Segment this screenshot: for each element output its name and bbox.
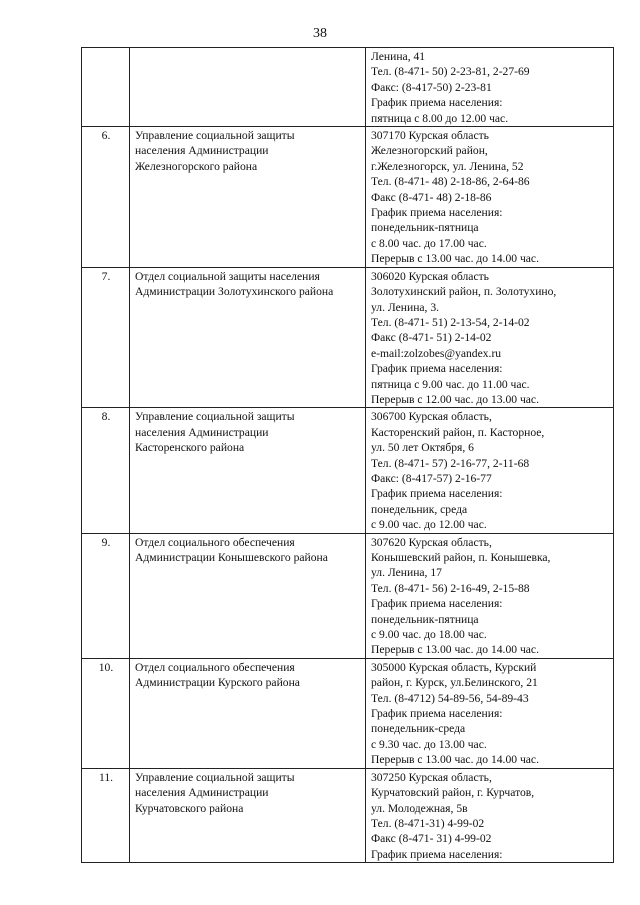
contact-info-line: Тел. (8-4712) 54-89-56, 54-89-43 (371, 691, 529, 705)
contact-info-line: понедельник-среда (371, 722, 466, 736)
contact-info-line: 305000 Курская область, Курский (371, 660, 537, 674)
contact-info-line: Касторенский район, п. Касторное, (371, 425, 545, 439)
table-row (82, 533, 614, 658)
table-row (82, 658, 614, 768)
row-number: 9. (82, 533, 130, 658)
table-row (82, 267, 614, 408)
row-number: 7. (82, 267, 130, 408)
contact-info-line: Тел. (8-471- 56) 2-16-49, 2-15-88 (371, 581, 530, 595)
contact-info-line: Тел. (8-471- 57) 2-16-77, 2-11-68 (371, 456, 530, 470)
contact-info-line: Конышевский район, п. Конышевка, (371, 551, 551, 564)
table-row (82, 408, 614, 533)
contact-info-line: ул. 50 лет Октября, 6 (371, 441, 474, 455)
contact-info-line: Перерыв с 13.00 час. до 14.00 час. (371, 753, 539, 767)
contact-info-line: Тел. (8-471-31) 4-99-02 (371, 816, 485, 830)
contact-info-line: График приема населения: (371, 487, 503, 501)
contact-info-line: Факс (8-471- 31) 4-99-02 (371, 832, 492, 846)
row-number: 10. (82, 658, 130, 768)
organization-name-line: Администрации Курского района (135, 676, 300, 690)
page-number: 38 (313, 26, 327, 41)
contact-info-line: 307620 Курская область, (371, 535, 492, 549)
contact-info-line: График приема населения: (371, 362, 503, 376)
organization-name-cell (130, 48, 366, 127)
table-body (82, 48, 614, 863)
row-number: 11. (82, 768, 130, 862)
contact-info-line: понедельник, среда (371, 502, 468, 516)
contact-info-line: Курчатовский район, г. Курчатов, (371, 786, 535, 800)
contact-info-line: Тел. (8-471- 51) 2-13-54, 2-14-02 (371, 315, 530, 329)
organization-name-line: Курчатовского района (135, 801, 244, 815)
organization-name-line: Управление социальной защиты (135, 770, 295, 784)
organization-name-line: Управление социальной защиты (135, 129, 295, 143)
table-row (82, 48, 614, 127)
contact-info-line: ул. Ленина, 17 (371, 566, 442, 580)
contact-info-cell (366, 768, 614, 862)
table-row (82, 127, 614, 268)
social-protection-offices-table (81, 47, 614, 863)
contact-info-line: Факс: (8-417-50) 2-23-81 (371, 80, 492, 94)
contact-info-line: 307250 Курская область, (371, 770, 492, 784)
contact-info-line: район, г. Курск, ул.Белинского, 21 (371, 676, 538, 690)
contact-info-cell (366, 533, 614, 658)
row-number: 6. (82, 127, 130, 268)
contact-info-cell (366, 48, 614, 127)
contact-info-line: Тел. (8-471- 48) 2-18-86, 2-64-86 (371, 175, 530, 189)
contact-info-line: Тел. (8-471- 50) 2-23-81, 2-27-69 (371, 65, 530, 79)
contact-info-line: понедельник-пятница (371, 221, 479, 235)
contact-info-line: Перерыв с 12.00 час. до 13.00 час. (371, 392, 539, 406)
contact-info-line: 307170 Курская область (371, 129, 489, 143)
contact-info-line: с 8.00 час. до 17.00 час. (371, 236, 487, 250)
contact-info-line: ул. Молодежная, 5в (371, 801, 468, 815)
organization-name-cell (130, 768, 366, 862)
contact-info-line: График приема населения: (371, 707, 503, 721)
organization-name-cell (130, 127, 366, 268)
organization-name-line: Отдел социального обеспечения (135, 535, 295, 549)
contact-info-line: с 9.00 час. до 12.00 час. (371, 518, 487, 532)
contact-info-cell (366, 658, 614, 768)
organization-name-cell (130, 408, 366, 533)
contact-info-line: понедельник-пятница (371, 612, 479, 626)
contact-info-cell (366, 267, 614, 408)
contact-info-line: Факс (8-471- 51) 2-14-02 (371, 331, 492, 345)
contact-info-line: с 9.30 час. до 13.00 час. (371, 737, 487, 751)
organization-name-cell (130, 658, 366, 768)
contact-info-line: График приема населения: (371, 847, 503, 861)
organization-name-line: Администрации Конышевского района (135, 551, 328, 564)
contact-info-line: г.Железногорск, ул. Ленина, 52 (371, 159, 524, 173)
organization-name-cell (130, 533, 366, 658)
contact-info-line: с 9.00 час. до 18.00 час. (371, 628, 487, 642)
organization-name-line: Администрации Золотухинского района (135, 285, 334, 299)
contact-info-line: пятница с 9.00 час. до 11.00 час. (371, 377, 530, 391)
contact-info-line: ул. Ленина, 3. (371, 300, 440, 314)
contact-info-cell (366, 408, 614, 533)
contact-info-line: Перерыв с 13.00 час. до 14.00 час. (371, 252, 539, 266)
contact-info-line: График приема населения: (371, 206, 503, 220)
organization-name-line: населения Администрации (135, 144, 269, 158)
contact-info-line: 306020 Курская область (371, 269, 489, 283)
contact-info-line: пятница с 8.00 до 12.00 час. (371, 111, 509, 125)
contact-info-line: Золотухинский район, п. Золотухино, (371, 285, 557, 299)
organization-name-line: Отдел социальной защиты населения (135, 269, 320, 283)
contact-info-line: e-mail:zolzobes@yandex.ru (371, 346, 502, 360)
organization-name-line: Отдел социального обеспечения (135, 660, 295, 674)
contact-info-cell (366, 127, 614, 268)
contact-info-line: График приема населения: (371, 96, 503, 110)
organization-name-line: населения Администрации (135, 786, 269, 800)
organization-name-line: населения Администрации (135, 425, 269, 439)
organization-name-cell (130, 267, 366, 408)
row-number: 8. (82, 408, 130, 533)
contact-info-line: Перерыв с 13.00 час. до 14.00 час. (371, 643, 539, 657)
contact-info-line: 306700 Курская область, (371, 410, 492, 424)
table-row (82, 768, 614, 862)
row-number (82, 48, 130, 127)
contact-info-line: Факс: (8-417-57) 2-16-77 (371, 471, 492, 485)
contact-info-line: Ленина, 41 (371, 50, 426, 63)
contact-info-line: График приема населения: (371, 597, 503, 611)
contact-info-line: Железногорский район, (371, 144, 488, 158)
organization-name-line: Железногорского района (135, 159, 258, 173)
contact-info-line: Факс (8-471- 48) 2-18-86 (371, 190, 492, 204)
organization-name-line: Касторенского района (135, 441, 245, 455)
organization-name-line: Управление социальной защиты (135, 410, 295, 424)
